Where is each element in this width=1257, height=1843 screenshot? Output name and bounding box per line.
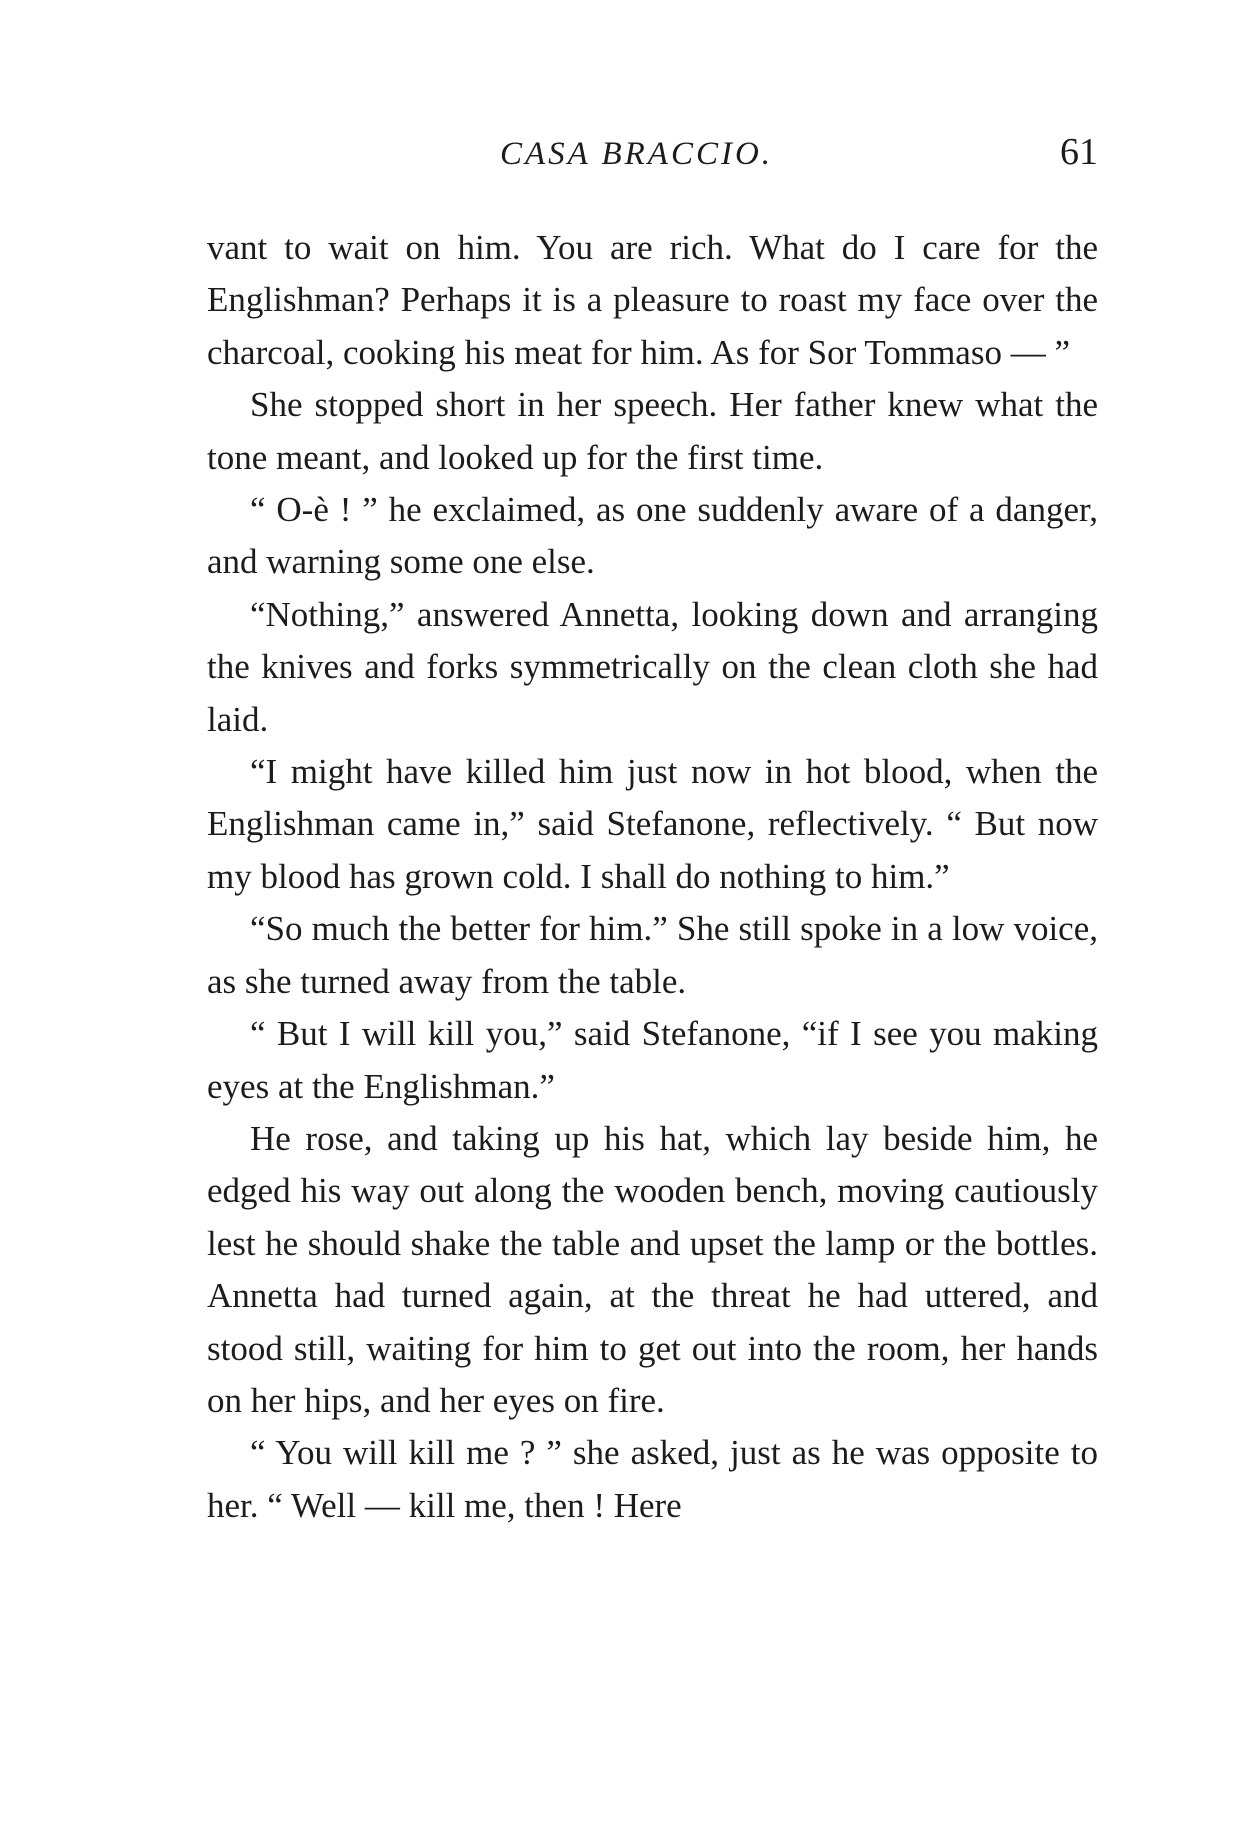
- paragraph-7: “ But I will kill you,” said Stefanone, “if I see you making eyes at the Englishman.”: [207, 1014, 1098, 1106]
- paragraph-8: He rose, and taking up his hat, which lay beside him, he edged his way out along the wooden bench, moving cautiously lest he should shake the table and upset the lamp or the bottles. Annetta had turned again, at the threat he had uttered, and stood still, waiting for him to get out into the room, her hands on her hips, and her eyes on fire.: [207, 1118, 1098, 1420]
- paragraph-6: “So much the better for him.” She still spoke in a low voice, as she turned away from the table.: [207, 909, 1098, 1001]
- paragraph-5: “I might have killed him just now in hot blood, when the Englishman came in,” said Stefanone, reflectively. “ But now my blood has grown cold. I shall do nothing to him.”: [207, 752, 1098, 896]
- paragraph-3: “ O-è ! ” he exclaimed, as one suddenly aware of a danger, and warning some one else.: [207, 490, 1098, 582]
- paragraph-4: “Nothing,” answered Annetta, looking down and arranging the knives and forks symmetrically on the clean cloth she had laid.: [207, 594, 1098, 739]
- body-text: [207, 222, 1098, 1532]
- running-title: CASA BRACCIO.: [500, 136, 774, 172]
- paragraph-1: vant to wait on him. You are rich. What do I care for the Englishman? Perhaps it is a pleasure to roast my face over the charcoal, cooking his meat for him. As for Sor Tommaso — ”: [207, 228, 1098, 372]
- running-head: [207, 128, 1098, 188]
- paragraph-2: She stopped short in her speech. Her father knew what the tone meant, and looked up for the first time.: [207, 385, 1098, 477]
- page-number: 61: [1060, 131, 1098, 173]
- paragraph-9: “ You will kill me ? ” she asked, just as he was opposite to her. “ Well — kill me, then ! Here: [207, 1433, 1098, 1525]
